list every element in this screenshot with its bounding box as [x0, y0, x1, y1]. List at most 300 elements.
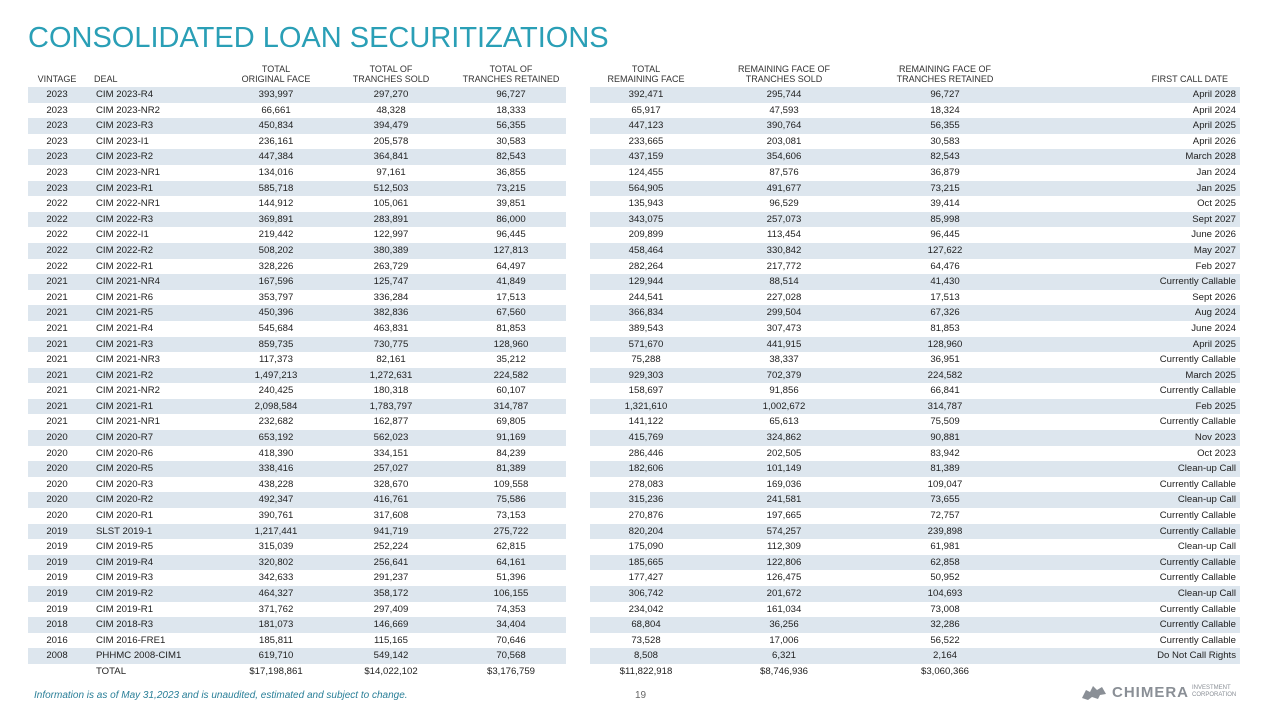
row-tranches-sold: 380,389 — [326, 243, 456, 259]
table-row — [28, 368, 1240, 384]
row-first-call-date: Sept 2027 — [1024, 212, 1240, 228]
row-first-call-date: March 2025 — [1024, 368, 1240, 384]
row-deal: CIM 2021-R1 — [86, 399, 226, 415]
row-tranches-sold: 730,775 — [326, 337, 456, 353]
row-vintage: 2021 — [28, 337, 86, 353]
row-deal: CIM 2021-R5 — [86, 305, 226, 321]
row-vintage: 2022 — [46, 229, 68, 241]
table-row — [28, 227, 1240, 243]
row-gap — [566, 430, 590, 446]
row-remaining-face: 458,464 — [590, 243, 702, 259]
row-deal: CIM 2020-R3 — [96, 478, 154, 490]
row-tranches-retained: 69,805 — [496, 416, 526, 428]
row-gap — [566, 321, 590, 337]
row-tranches-retained: 70,568 — [456, 648, 566, 664]
row-remaining-retained: 64,476 — [930, 260, 960, 272]
row-tranches-sold: 382,836 — [326, 305, 456, 321]
row-original-face: 371,762 — [258, 603, 294, 615]
table-row — [28, 196, 1240, 212]
row-tranches-retained: 56,355 — [456, 118, 566, 134]
row-remaining-sold: 390,764 — [702, 118, 866, 134]
row-deal: CIM 2023-R3 — [86, 118, 226, 134]
row-remaining-sold: 354,606 — [702, 149, 866, 165]
row-original-face: 1,497,213 — [226, 368, 326, 384]
row-tranches-sold: 394,479 — [326, 118, 456, 134]
row-tranches-retained: 275,722 — [456, 524, 566, 540]
row-remaining-sold: 6,321 — [702, 648, 866, 664]
row-deal: CIM 2021-NR4 — [86, 274, 226, 290]
row-tranches-sold: 115,165 — [374, 634, 408, 646]
row-first-call-date: April 2024 — [1192, 104, 1236, 116]
row-remaining-retained: 41,430 — [866, 274, 1024, 290]
row-vintage: 2021 — [46, 385, 68, 397]
table-row — [28, 212, 1240, 228]
row-original-face: 369,891 — [226, 212, 326, 228]
row-remaining-retained: 67,326 — [866, 305, 1024, 321]
total-tranches-sold: $14,022,102 — [326, 664, 456, 679]
total-tranches-retained: $3,176,759 — [456, 664, 566, 679]
row-remaining-retained: 66,841 — [930, 385, 960, 397]
row-remaining-retained: 36,951 — [930, 354, 960, 366]
row-tranches-retained: 35,212 — [496, 354, 526, 366]
row-remaining-sold: 65,613 — [769, 416, 799, 428]
row-tranches-retained: 51,396 — [496, 572, 526, 584]
table-row — [28, 352, 1240, 368]
row-remaining-face: 366,834 — [590, 305, 702, 321]
row-vintage: 2023 — [46, 135, 68, 147]
row-deal: CIM 2019-R1 — [96, 603, 154, 615]
row-deal: CIM 2022-R3 — [86, 212, 226, 228]
row-tranches-retained: 41,849 — [456, 274, 566, 290]
table-row — [28, 103, 1240, 119]
row-remaining-sold: 87,576 — [769, 166, 799, 178]
row-first-call-date: Currently Callable — [1024, 617, 1240, 633]
row-deal: CIM 2021-NR1 — [96, 416, 160, 428]
table-row — [28, 446, 1240, 462]
table-row — [28, 383, 1240, 399]
total-row — [28, 664, 1240, 679]
row-original-face: 390,761 — [258, 510, 294, 522]
row-remaining-face: 306,742 — [590, 586, 702, 602]
row-remaining-face: 65,917 — [631, 104, 661, 116]
row-remaining-sold: 101,149 — [702, 461, 866, 477]
total-original-face: $17,198,861 — [226, 664, 326, 679]
row-remaining-sold: 574,257 — [702, 524, 866, 540]
row-deal: CIM 2021-R2 — [86, 368, 226, 384]
table-row — [28, 337, 1240, 353]
row-tranches-sold: 297,409 — [373, 603, 409, 615]
table-row — [28, 555, 1240, 571]
table-row — [28, 274, 1240, 290]
row-first-call-date: May 2027 — [1024, 243, 1240, 259]
row-remaining-sold: 299,504 — [702, 305, 866, 321]
row-deal: CIM 2023-R4 — [86, 87, 226, 103]
row-tranches-retained: 81,853 — [496, 322, 526, 334]
row-tranches-sold: 122,997 — [373, 229, 409, 241]
row-vintage: 2019 — [46, 572, 68, 584]
row-remaining-retained: 83,942 — [930, 447, 960, 459]
row-tranches-retained: 73,215 — [456, 181, 566, 197]
row-first-call-date: Currently Callable — [1024, 555, 1240, 571]
row-first-call-date: Currently Callable — [1024, 274, 1240, 290]
row-original-face: 653,192 — [226, 430, 326, 446]
row-tranches-sold: 291,237 — [373, 572, 409, 584]
row-vintage: 2020 — [28, 430, 86, 446]
row-original-face: 450,396 — [226, 305, 326, 321]
row-deal: CIM 2022-NR1 — [96, 198, 160, 210]
row-remaining-sold: 324,862 — [702, 430, 866, 446]
row-vintage: 2023 — [28, 118, 86, 134]
row-remaining-face: 8,508 — [590, 648, 702, 664]
row-deal: CIM 2022-R1 — [96, 260, 154, 272]
row-first-call-date: Feb 2025 — [1024, 399, 1240, 415]
row-original-face: 320,802 — [226, 555, 326, 571]
row-vintage: 2020 — [46, 447, 68, 459]
lion-logo-icon — [1080, 682, 1108, 702]
row-gap — [566, 383, 590, 399]
header-remaining-retained: REMAINING FACE OF TRANCHES RETAINED — [896, 64, 994, 84]
row-deal: CIM 2022-R2 — [86, 243, 226, 259]
row-gap — [566, 461, 590, 477]
row-deal: CIM 2023-NR2 — [96, 104, 160, 116]
row-gap — [566, 414, 590, 430]
row-gap — [566, 399, 590, 415]
row-vintage: 2021 — [46, 416, 68, 428]
row-remaining-retained: 90,881 — [866, 430, 1024, 446]
header-row — [28, 60, 1240, 87]
table-row — [28, 290, 1240, 306]
row-first-call-date: Currently Callable — [1159, 478, 1236, 490]
row-remaining-face: 820,204 — [590, 524, 702, 540]
row-remaining-retained: 62,858 — [866, 555, 1024, 571]
row-gap — [566, 227, 590, 243]
row-deal: CIM 2020-R6 — [96, 447, 154, 459]
row-original-face: 393,997 — [226, 87, 326, 103]
row-remaining-face: 415,769 — [590, 430, 702, 446]
row-remaining-sold: 307,473 — [766, 322, 802, 334]
row-original-face: 232,682 — [258, 416, 294, 428]
row-tranches-retained: 17,513 — [496, 291, 526, 303]
row-first-call-date: Currently Callable — [1159, 603, 1236, 615]
row-original-face: 144,912 — [258, 198, 294, 210]
row-first-call-date: Sept 2026 — [1192, 291, 1236, 303]
row-remaining-face: 286,446 — [628, 447, 664, 459]
row-remaining-face: 389,543 — [628, 322, 664, 334]
row-remaining-retained: 32,286 — [866, 617, 1024, 633]
row-remaining-face: 233,665 — [628, 135, 664, 147]
row-original-face: 353,797 — [258, 291, 294, 303]
row-remaining-face: 315,236 — [590, 492, 702, 508]
company-logo — [1080, 682, 1252, 702]
row-gap — [566, 259, 590, 275]
row-original-face: 117,373 — [259, 354, 293, 366]
row-gap — [566, 196, 590, 212]
row-remaining-sold: 702,379 — [702, 368, 866, 384]
row-original-face: 450,834 — [226, 118, 326, 134]
row-original-face: 185,811 — [259, 634, 293, 646]
row-tranches-sold: 97,161 — [376, 166, 406, 178]
row-remaining-face: 343,075 — [590, 212, 702, 228]
row-gap — [566, 368, 590, 384]
row-tranches-sold: 48,328 — [376, 104, 406, 116]
footer-note: Information is as of May 31,2023 and is unaudited, estimated and subject to change. — [34, 690, 408, 701]
row-deal: CIM 2019-R5 — [96, 541, 154, 553]
row-gap — [566, 243, 590, 259]
row-tranches-retained: 106,155 — [456, 586, 566, 602]
row-remaining-sold: 161,034 — [766, 603, 802, 615]
table-row — [28, 259, 1240, 275]
row-original-face: 134,016 — [258, 166, 294, 178]
row-first-call-date: Clean-up Call — [1024, 492, 1240, 508]
row-gap — [566, 492, 590, 508]
row-tranches-sold: 334,151 — [373, 447, 409, 459]
row-first-call-date: Currently Callable — [1159, 354, 1236, 366]
row-remaining-sold: 295,744 — [702, 87, 866, 103]
row-first-call-date: June 2024 — [1191, 322, 1236, 334]
row-remaining-sold: 17,006 — [769, 634, 799, 646]
logo-text: CHIMERA — [1112, 683, 1189, 701]
row-tranches-sold: 358,172 — [326, 586, 456, 602]
row-vintage: 2019 — [28, 524, 86, 540]
row-vintage: 2020 — [46, 510, 68, 522]
table-row — [28, 87, 1240, 103]
row-remaining-sold: 217,772 — [766, 260, 802, 272]
row-deal: CIM 2020-R2 — [86, 492, 226, 508]
table-row — [28, 524, 1240, 540]
table-row — [28, 508, 1240, 524]
row-tranches-sold: 1,783,797 — [326, 399, 456, 415]
row-remaining-face: 185,665 — [590, 555, 702, 571]
row-remaining-sold: 96,529 — [769, 198, 799, 210]
table-row — [28, 461, 1240, 477]
row-first-call-date: Currently Callable — [1159, 572, 1236, 584]
header-first-call-date: FIRST CALL DATE — [1151, 74, 1228, 84]
row-remaining-face: 129,944 — [590, 274, 702, 290]
row-remaining-face: 447,123 — [590, 118, 702, 134]
row-remaining-face: 244,541 — [628, 291, 664, 303]
table-body — [28, 87, 1240, 664]
table-row — [28, 430, 1240, 446]
header-total-original-face: TOTAL ORIGINAL FACE — [241, 64, 311, 84]
row-vintage: 2018 — [28, 617, 86, 633]
header-vintage: VINTAGE — [37, 74, 77, 84]
logo-subtext: INVESTMENT CORPORATION — [1192, 685, 1237, 698]
row-remaining-sold: 122,806 — [702, 555, 866, 571]
row-remaining-sold: 113,454 — [767, 229, 801, 241]
row-tranches-retained: 86,000 — [456, 212, 566, 228]
row-remaining-retained: 30,583 — [930, 135, 960, 147]
header-gap — [566, 60, 590, 87]
row-remaining-retained: 104,693 — [866, 586, 1024, 602]
row-vintage: 2019 — [46, 541, 68, 553]
row-gap — [566, 477, 590, 493]
row-first-call-date: April 2025 — [1024, 118, 1240, 134]
row-gap — [566, 539, 590, 555]
row-gap — [566, 134, 590, 150]
row-remaining-face: 1,321,610 — [590, 399, 702, 415]
row-tranches-retained: 96,727 — [456, 87, 566, 103]
row-tranches-retained: 74,353 — [496, 603, 526, 615]
row-tranches-sold: 364,841 — [326, 149, 456, 165]
row-first-call-date: June 2026 — [1191, 229, 1236, 241]
row-gap — [566, 570, 590, 586]
page-title: CONSOLIDATED LOAN SECURITIZATIONS — [28, 22, 609, 54]
row-tranches-sold: 82,161 — [376, 354, 406, 366]
row-remaining-retained: 85,998 — [866, 212, 1024, 228]
row-tranches-sold: 1,272,631 — [326, 368, 456, 384]
row-remaining-retained: 82,543 — [866, 149, 1024, 165]
row-tranches-sold: 512,503 — [326, 181, 456, 197]
row-remaining-sold: 441,915 — [702, 337, 866, 353]
table-row — [28, 477, 1240, 493]
row-tranches-sold: 317,608 — [373, 510, 409, 522]
row-vintage: 2008 — [28, 648, 86, 664]
row-first-call-date: Do Not Call Rights — [1024, 648, 1240, 664]
row-remaining-face: 282,264 — [628, 260, 664, 272]
row-remaining-face: 392,471 — [590, 87, 702, 103]
row-remaining-retained: 224,582 — [866, 368, 1024, 384]
row-deal: CIM 2021-R3 — [86, 337, 226, 353]
row-original-face: 418,390 — [258, 447, 294, 459]
row-deal: CIM 2023-I1 — [96, 135, 149, 147]
row-original-face: 315,039 — [258, 541, 294, 553]
row-gap — [566, 633, 590, 649]
row-gap — [566, 617, 590, 633]
row-remaining-sold: 201,672 — [702, 586, 866, 602]
row-first-call-date: Clean-up Call — [1024, 461, 1240, 477]
row-remaining-sold: 257,073 — [702, 212, 866, 228]
row-remaining-retained: 127,622 — [866, 243, 1024, 259]
row-original-face: 585,718 — [226, 181, 326, 197]
row-first-call-date: Nov 2023 — [1024, 430, 1240, 446]
row-tranches-sold: 328,670 — [373, 478, 409, 490]
row-tranches-sold: 180,318 — [373, 385, 409, 397]
row-vintage: 2023 — [28, 181, 86, 197]
row-first-call-date: Jan 2025 — [1024, 181, 1240, 197]
total-remaining-face: $11,822,918 — [590, 664, 702, 679]
row-tranches-sold: 263,729 — [373, 260, 409, 272]
table-row — [28, 134, 1240, 150]
row-vintage: 2020 — [46, 478, 68, 490]
header-remaining-sold: REMAINING FACE OF TRANCHES SOLD — [737, 64, 830, 84]
row-original-face: 2,098,584 — [226, 399, 326, 415]
table-row — [28, 602, 1240, 618]
row-deal: CIM 2020-R7 — [86, 430, 226, 446]
row-tranches-sold: 336,284 — [373, 291, 409, 303]
row-deal: CIM 2023-NR1 — [96, 166, 160, 178]
row-remaining-retained: 96,445 — [930, 229, 960, 241]
row-gap — [566, 508, 590, 524]
row-tranches-sold: 105,061 — [373, 198, 409, 210]
row-remaining-retained: 2,164 — [866, 648, 1024, 664]
header-deal: DEAL — [94, 74, 118, 84]
row-deal: CIM 2019-R3 — [96, 572, 154, 584]
row-tranches-sold: 146,669 — [326, 617, 456, 633]
table-row — [28, 305, 1240, 321]
table-row — [28, 539, 1240, 555]
row-first-call-date: Feb 2027 — [1195, 260, 1236, 272]
row-tranches-retained: 224,582 — [456, 368, 566, 384]
row-deal: CIM 2019-R2 — [86, 586, 226, 602]
table-row — [28, 648, 1240, 664]
row-gap — [566, 555, 590, 571]
row-vintage: 2023 — [28, 149, 86, 165]
table-row — [28, 165, 1240, 181]
table-row — [28, 633, 1240, 649]
row-first-call-date: Clean-up Call — [1024, 586, 1240, 602]
row-tranches-sold: 562,023 — [326, 430, 456, 446]
row-remaining-face: 437,159 — [590, 149, 702, 165]
row-vintage: 2022 — [46, 198, 68, 210]
row-remaining-retained: 239,898 — [866, 524, 1024, 540]
row-gap — [566, 586, 590, 602]
row-vintage: 2021 — [28, 274, 86, 290]
table-row — [28, 570, 1240, 586]
row-deal: CIM 2021-R6 — [96, 291, 154, 303]
row-remaining-sold: 126,475 — [766, 572, 802, 584]
row-original-face: 66,661 — [261, 104, 291, 116]
row-vintage: 2021 — [28, 368, 86, 384]
row-remaining-sold: 203,081 — [766, 135, 802, 147]
row-remaining-sold: 169,036 — [766, 478, 802, 490]
row-remaining-face: 182,606 — [590, 461, 702, 477]
row-gap — [566, 446, 590, 462]
row-original-face: 236,161 — [258, 135, 294, 147]
row-tranches-retained: 73,153 — [496, 510, 526, 522]
row-original-face: 545,684 — [258, 322, 294, 334]
row-tranches-retained: 36,855 — [496, 166, 526, 178]
row-deal: CIM 2023-R1 — [86, 181, 226, 197]
row-first-call-date: Currently Callable — [1159, 385, 1236, 397]
row-vintage: 2021 — [28, 305, 86, 321]
row-tranches-sold: 252,224 — [373, 541, 409, 553]
row-deal: PHHMC 2008-CIM1 — [86, 648, 226, 664]
row-gap — [566, 602, 590, 618]
row-tranches-retained: 18,333 — [496, 104, 526, 116]
row-tranches-sold: 283,891 — [326, 212, 456, 228]
row-tranches-retained: 314,787 — [456, 399, 566, 415]
row-tranches-retained: 127,813 — [456, 243, 566, 259]
row-remaining-face: 177,427 — [628, 572, 664, 584]
row-remaining-retained: 75,509 — [930, 416, 960, 428]
row-tranches-retained: 128,960 — [456, 337, 566, 353]
row-gap — [566, 337, 590, 353]
row-remaining-face: 278,083 — [628, 478, 664, 490]
row-remaining-face: 73,528 — [631, 634, 661, 646]
row-original-face: 338,416 — [226, 461, 326, 477]
row-first-call-date: Clean-up Call — [1177, 541, 1236, 553]
row-remaining-sold: 112,309 — [767, 541, 801, 553]
row-deal: CIM 2021-R4 — [96, 322, 154, 334]
row-tranches-retained: 75,586 — [456, 492, 566, 508]
row-remaining-retained: 81,853 — [930, 322, 960, 334]
row-original-face: 619,710 — [226, 648, 326, 664]
row-gap — [566, 352, 590, 368]
row-remaining-retained: 109,047 — [927, 478, 963, 490]
table-row — [28, 617, 1240, 633]
row-gap — [566, 274, 590, 290]
row-first-call-date: March 2028 — [1024, 149, 1240, 165]
row-remaining-retained: 56,355 — [866, 118, 1024, 134]
row-original-face: 447,384 — [226, 149, 326, 165]
row-tranches-sold: 205,578 — [373, 135, 409, 147]
row-first-call-date: Currently Callable — [1159, 416, 1236, 428]
row-remaining-retained: 73,008 — [930, 603, 960, 615]
row-vintage: 2021 — [28, 399, 86, 415]
row-vintage: 2023 — [28, 87, 86, 103]
row-remaining-sold: 91,856 — [769, 385, 799, 397]
row-original-face: 240,425 — [258, 385, 294, 397]
